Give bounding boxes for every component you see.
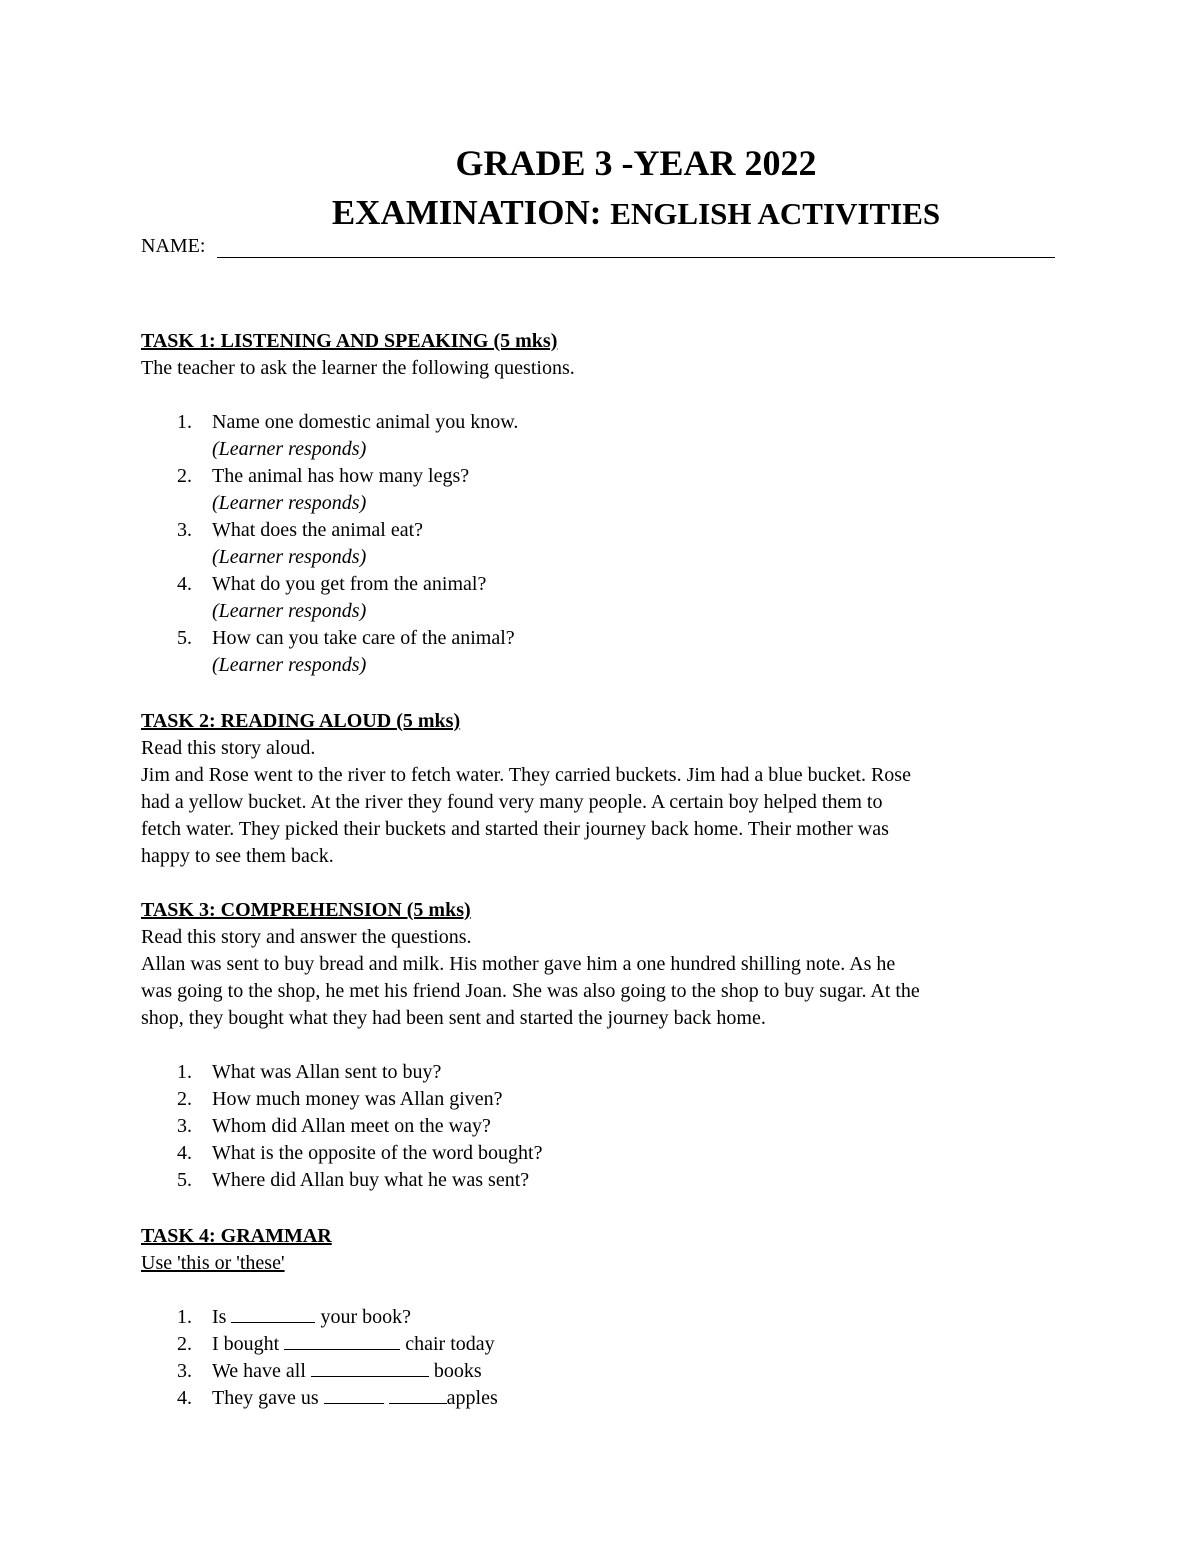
- task4-item: [141, 1331, 1061, 1358]
- fill-blank[interactable]: [389, 1385, 447, 1404]
- question-text: Where did Allan buy what he was sent?: [212, 1169, 530, 1191]
- exam-title-grade-year: GRADE 3 -YEAR 2022: [455, 143, 817, 183]
- task3-question: [141, 1086, 1061, 1113]
- item-text-before: I bought: [212, 1333, 285, 1355]
- task3-question: [141, 1113, 1061, 1140]
- fill-blank[interactable]: [284, 1331, 400, 1350]
- question-number: 4.: [177, 1142, 192, 1164]
- task3-heading: TASK 3: COMPREHENSION (5 mks): [141, 899, 471, 921]
- task1-heading: TASK 1: LISTENING AND SPEAKING (5 mks): [141, 330, 558, 352]
- question-text: What is the opposite of the word bought?: [212, 1142, 543, 1164]
- task2-heading: TASK 2: READING ALOUD (5 mks): [141, 710, 461, 732]
- task1-question: [141, 625, 1061, 679]
- exam-title-subject: [0, 193, 1200, 233]
- task3-section: [141, 897, 1061, 1194]
- task4-section: [141, 1223, 1061, 1412]
- item-text-before: Is: [212, 1306, 232, 1328]
- question-number: 5.: [177, 1169, 192, 1191]
- question-text: What does the animal eat?: [212, 519, 424, 541]
- question-number: 4.: [177, 573, 192, 595]
- item-number: 2.: [177, 1333, 192, 1355]
- question-number: 2.: [177, 465, 192, 487]
- task4-item: [141, 1358, 1061, 1385]
- subject-label: ENGLISH ACTIVITIES: [610, 196, 941, 231]
- name-field-row: [141, 232, 1055, 262]
- task3-story-line: was going to the shop, he met his friend Joan. She was also going to the shop to buy sugar. At the: [141, 980, 920, 1002]
- item-text-after: chair today: [400, 1333, 495, 1355]
- question-text: Name one domestic animal you know.: [212, 411, 519, 433]
- task3-story-line: Allan was sent to buy bread and milk. His mother gave him a one hundred shilling note. As he: [141, 953, 896, 975]
- task4-instruction: Use 'this or 'these': [141, 1252, 285, 1274]
- task1-question: [141, 409, 1061, 463]
- learner-responds-note: (Learner responds): [212, 492, 367, 514]
- name-label: NAME:: [141, 235, 206, 257]
- task4-heading: TASK 4: GRAMMAR: [141, 1225, 332, 1247]
- learner-responds-note: (Learner responds): [212, 654, 367, 676]
- task3-question: [141, 1167, 1061, 1194]
- item-number: 1.: [177, 1306, 192, 1328]
- question-text: How much money was Allan given?: [212, 1088, 503, 1110]
- question-text: What was Allan sent to buy?: [212, 1061, 442, 1083]
- task2-section: [141, 708, 1061, 870]
- question-text: How can you take care of the animal?: [212, 627, 515, 649]
- task2-story-line: fetch water. They picked their buckets and started their journey back home. Their mother was: [141, 818, 889, 840]
- item-text-before: They gave us: [212, 1387, 324, 1409]
- fill-blank[interactable]: [324, 1385, 384, 1404]
- fill-blank[interactable]: [311, 1358, 429, 1377]
- task3-instruction: Read this story and answer the questions.: [141, 926, 472, 948]
- question-number: 3.: [177, 519, 192, 541]
- fill-blank[interactable]: [231, 1304, 315, 1323]
- question-text: Whom did Allan meet on the way?: [212, 1115, 491, 1137]
- task2-story-line: had a yellow bucket. At the river they found very many people. A certain boy helped them to: [141, 791, 883, 813]
- name-blank-line[interactable]: [217, 257, 1055, 258]
- question-number: 1.: [177, 1061, 192, 1083]
- learner-responds-note: (Learner responds): [212, 438, 367, 460]
- task3-story-line: shop, they bought what they had been sent and started the journey back home.: [141, 1007, 766, 1029]
- task4-item-list: [141, 1304, 1061, 1412]
- task2-story-line: happy to see them back.: [141, 845, 334, 867]
- learner-responds-note: (Learner responds): [212, 546, 367, 568]
- question-text: The animal has how many legs?: [212, 465, 470, 487]
- task1-question: [141, 517, 1061, 571]
- task1-question-list: [141, 409, 1061, 679]
- question-number: 5.: [177, 627, 192, 649]
- task3-question-list: [141, 1059, 1061, 1194]
- item-text-after: apples: [446, 1387, 498, 1409]
- learner-responds-note: (Learner responds): [212, 600, 367, 622]
- item-text-after: your book?: [315, 1306, 411, 1328]
- task1-question: [141, 571, 1061, 625]
- task1-section: [141, 328, 1061, 679]
- item-text-after: books: [428, 1360, 482, 1382]
- item-number: 3.: [177, 1360, 192, 1382]
- task3-question: [141, 1140, 1061, 1167]
- question-number: 1.: [177, 411, 192, 433]
- task3-question: [141, 1059, 1061, 1086]
- question-text: What do you get from the animal?: [212, 573, 487, 595]
- task1-question: [141, 463, 1061, 517]
- item-text-before: We have all: [212, 1360, 311, 1382]
- task4-item: [141, 1385, 1061, 1412]
- task2-story-line: Jim and Rose went to the river to fetch water. They carried buckets. Jim had a blue bucket. Rose: [141, 764, 911, 786]
- exam-label: EXAMINATION:: [331, 193, 611, 232]
- question-number: 3.: [177, 1115, 192, 1137]
- task4-item: [141, 1304, 1061, 1331]
- task1-instruction: The teacher to ask the learner the following questions.: [141, 357, 575, 379]
- question-number: 2.: [177, 1088, 192, 1110]
- task2-instruction: Read this story aloud.: [141, 737, 316, 759]
- item-number: 4.: [177, 1387, 192, 1409]
